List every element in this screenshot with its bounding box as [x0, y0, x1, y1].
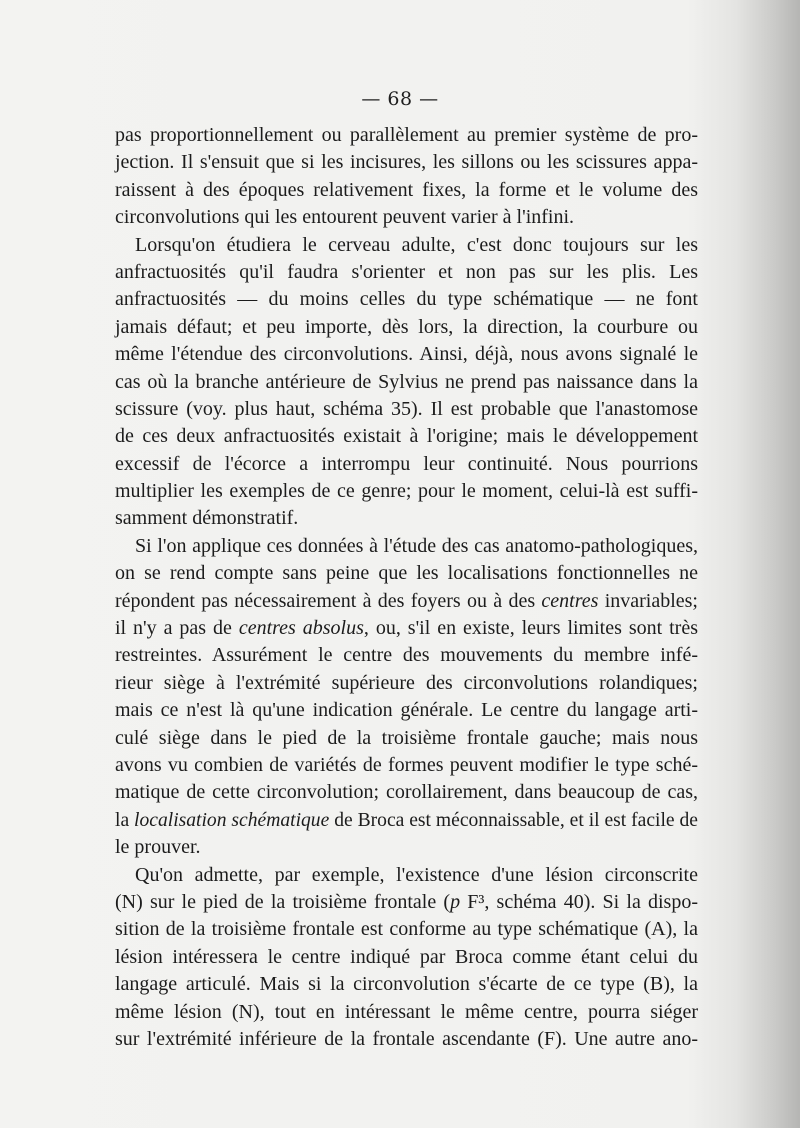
- text-segment: , ou, s'il en existe, leurs limites sont très: [363, 617, 698, 640]
- text-line: [115, 807, 698, 834]
- text-line: de ces deux anfractuosités existait à l'origine; mais le développement: [115, 425, 698, 448]
- text-line: raissent à des époques relativement fixes, la forme et le volume des: [115, 178, 698, 201]
- text-segment: F³, schéma 40). Si la dispo-: [460, 890, 698, 913]
- text-segment: la: [115, 809, 135, 831]
- text-line: circonvolutions qui les entourent peuvent varier à l'infini.: [115, 206, 575, 229]
- text-line: [115, 615, 698, 642]
- text-line: samment démonstratif.: [115, 507, 299, 530]
- text-line: rieur siège à l'extrémité supérieure des circonvolutions rolandiques;: [115, 671, 698, 694]
- text-line: jamais défaut; et peu importe, dès lors, la direction, la courbure ou: [115, 315, 698, 338]
- text-line: excessif de l'écorce a interrompu leur continuité. Nous pourrions: [115, 452, 698, 475]
- italic-term: p: [450, 890, 461, 913]
- text-line: anfractuosités qu'il faudra s'orienter et non pas sur les plis. Les: [115, 260, 698, 283]
- text-line: même lésion (N), tout en intéressant le même centre, pourra siéger: [115, 1000, 698, 1023]
- text-line: lésion intéressera le centre indiqué par Broca comme étant celui du: [115, 945, 698, 968]
- body-text: [115, 122, 698, 1053]
- text-line: même l'étendue des circonvolutions. Ainsi, déjà, nous avons signalé le: [115, 343, 698, 366]
- text-segment: il n'y a pas de: [115, 617, 239, 640]
- text-line: mais ce n'est là qu'une indication générale. Le centre du langage arti-: [115, 699, 698, 722]
- text-segment: (N) sur le pied de la troisième frontale (: [115, 890, 451, 913]
- text-line: [115, 588, 698, 615]
- text-line: Si l'on applique ces données à l'étude des cas anatomo-pathologiques,: [135, 534, 698, 557]
- text-line: sur l'extrémité inférieure de la frontale ascendante (F). Une autre ano-: [115, 1027, 698, 1050]
- text-line: anfractuosités — du moins celles du type schématique — ne font: [115, 288, 698, 311]
- page-number: — 68 —: [361, 88, 439, 110]
- text-line: on se rend compte sans peine que les localisations fonctionnelles ne: [115, 562, 698, 585]
- italic-term: centres: [541, 589, 599, 612]
- text-line: matique de cette circonvolution; corollairement, dans beaucoup de cas,: [115, 781, 698, 804]
- text-line: scissure (voy. plus haut, schéma 35). Il est probable que l'anastomose: [115, 397, 698, 420]
- text-line: multiplier les exemples de ce genre; pour le moment, celui-là est suffi-: [115, 480, 698, 503]
- text-line: jection. Il s'ensuit que si les incisures, les sillons ou les scissures appa-: [115, 151, 698, 174]
- text-segment: de Broca est méconnaissable, et il est facile de: [329, 809, 698, 831]
- text-line: sition de la troisième frontale est conforme au type schématique (A), la: [115, 918, 698, 941]
- text-line: langage articulé. Mais si la circonvolution s'écarte de ce type (B), la: [115, 973, 698, 996]
- text-line: le prouver.: [115, 836, 201, 859]
- text-line: cas où la branche antérieure de Sylvius ne prend pas naissance dans la: [115, 370, 698, 393]
- text-line: restreintes. Assurément le centre des mouvements du membre infé-: [115, 644, 698, 667]
- text-segment: invariables;: [598, 589, 698, 612]
- text-line: avons vu combien de variétés de formes peuvent modifier le type sché-: [115, 753, 698, 776]
- text-line: culé siège dans le pied de la troisième frontale gauche; mais nous: [115, 726, 698, 749]
- text-segment: répondent pas nécessairement à des foyers ou à des: [115, 589, 542, 612]
- italic-term: centres absolus: [238, 617, 364, 640]
- italic-term: localisation schématique: [134, 809, 330, 831]
- text-line: [115, 889, 698, 916]
- text-line: Qu'on admette, par exemple, l'existence d'une lésion circonscrite: [135, 863, 698, 886]
- text-line: Lorsqu'on étudiera le cerveau adulte, c'est donc toujours sur les: [135, 233, 698, 256]
- text-line: pas proportionnellement ou parallèlement au premier système de pro-: [115, 124, 698, 146]
